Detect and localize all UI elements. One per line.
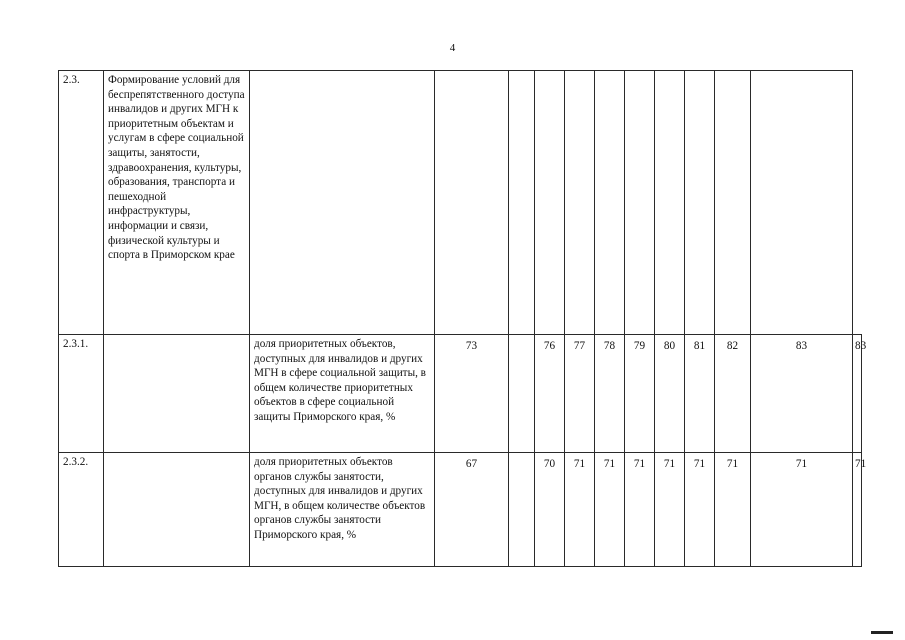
- activity-name-cell: [104, 453, 250, 567]
- spacer-cell: [509, 335, 535, 453]
- value-cell: 73: [435, 335, 509, 453]
- value-cell: 81: [685, 335, 715, 453]
- row-number-cell: 2.3.: [59, 71, 104, 335]
- value-cell: 83: [853, 335, 862, 453]
- indicator-cell: доля приоритетных объектов органов службы занятости, доступных для инвалидов и других МГН, в общем количестве объектов органов службы занятости Приморского края, %: [250, 453, 435, 567]
- indicator-cell: [250, 71, 435, 335]
- spacer-cell: [509, 453, 535, 567]
- value-cell: 71: [715, 453, 751, 567]
- value-cell: 79: [625, 335, 655, 453]
- value-cell: 71: [685, 453, 715, 567]
- value-cell: [595, 71, 625, 335]
- value-cell: 82: [715, 335, 751, 453]
- value-cell: 76: [535, 335, 565, 453]
- table-row: [59, 71, 862, 335]
- value-cell: [625, 71, 655, 335]
- value-cell: 71: [751, 453, 853, 567]
- value-cell: [655, 71, 685, 335]
- scan-mark: [871, 631, 893, 634]
- value-cell: 67: [435, 453, 509, 567]
- table-row: [59, 335, 862, 453]
- value-cell: 71: [625, 453, 655, 567]
- value-cell: [435, 71, 509, 335]
- indicators-table: [58, 70, 867, 567]
- value-cell: [751, 71, 853, 335]
- value-cell: 71: [565, 453, 595, 567]
- value-cell: [685, 71, 715, 335]
- row-number-cell: 2.3.1.: [59, 335, 104, 453]
- value-cell: 78: [595, 335, 625, 453]
- value-cell: 71: [655, 453, 685, 567]
- row-number-cell: 2.3.2.: [59, 453, 104, 567]
- activity-name-cell: Формирование условий для беспрепятственного доступа инвалидов и других МГН к приоритетным объектам и услугам в сфере социальной защиты, занятости, здравоохранения, культуры, образования, транспорта и пешеходной инфраструктуры, информации и связи, физической культуры и спорта в Приморском крае: [104, 71, 250, 335]
- page-number: 4: [449, 42, 456, 54]
- indicator-cell: доля приоритетных объектов, доступных для инвалидов и других МГН в сфере социальной защиты, в общем количестве приоритетных объектов в сфере социальной защиты Приморского края, %: [250, 335, 435, 453]
- value-cell: 71: [853, 453, 862, 567]
- value-cell: 70: [535, 453, 565, 567]
- value-cell: 71: [595, 453, 625, 567]
- value-cell: 83: [751, 335, 853, 453]
- table-row: [59, 453, 862, 567]
- value-cell: [535, 71, 565, 335]
- value-cell: 77: [565, 335, 595, 453]
- spacer-cell: [509, 71, 535, 335]
- value-cell: [565, 71, 595, 335]
- value-cell: [715, 71, 751, 335]
- activity-name-cell: [104, 335, 250, 453]
- value-cell: 80: [655, 335, 685, 453]
